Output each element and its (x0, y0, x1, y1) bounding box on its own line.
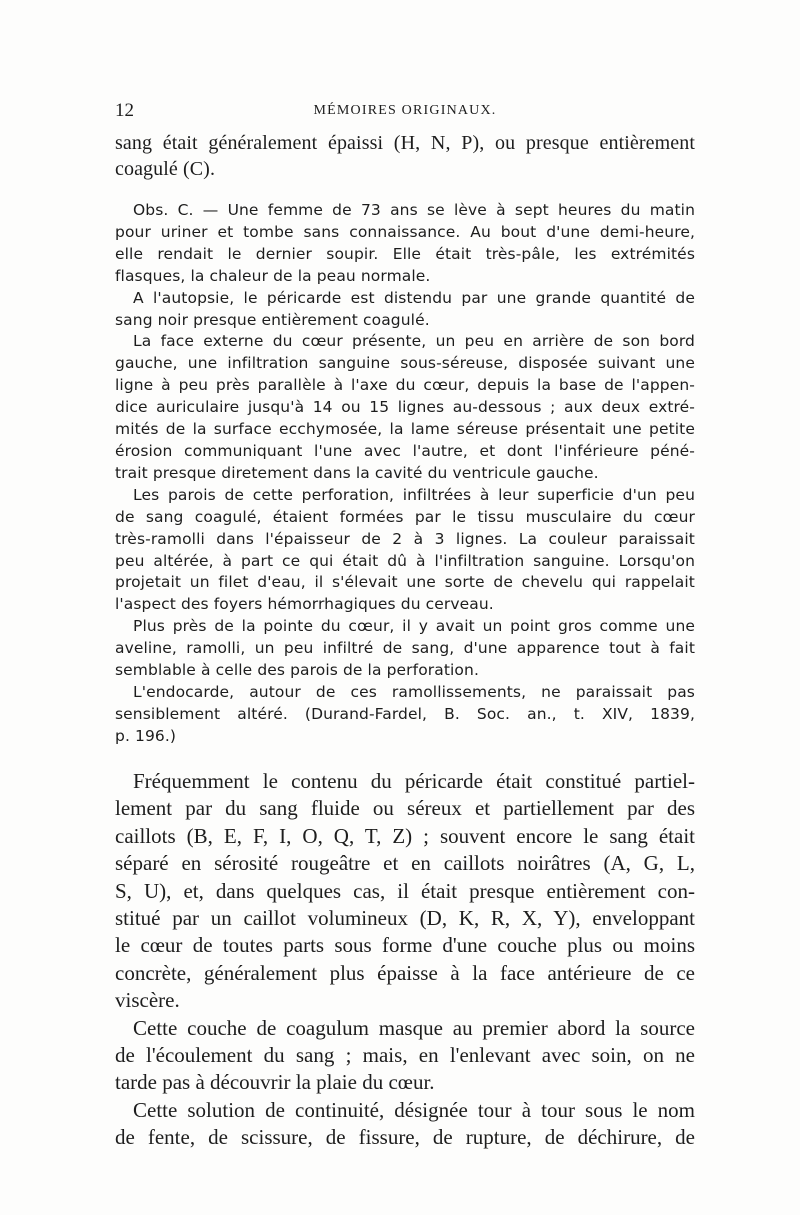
body-line: tarde pas à découvrir la plaie du cœur. (115, 1070, 435, 1095)
page-number: 12 (115, 100, 134, 121)
observation-line: Les parois de cette perforation, infiltrées à leur superficie d'un peu (133, 485, 695, 504)
observation-line: A l'autopsie, le péricarde est distendu par une grande quantité de (133, 288, 695, 307)
observation-line: dice auriculaire jusqu'à 14 ou 15 lignes au-dessous ; aux deux extré- (115, 398, 695, 417)
observation-line: gauche, une infiltration sanguine sous-séreuse, disposée suivant une (115, 354, 695, 373)
body-text (115, 768, 695, 1152)
observation-line: aveline, ramolli, un peu infiltré de sang, d'une apparence tout à fait (115, 639, 695, 658)
observation-line: La face externe du cœur présente, un peu en arrière de son bord (133, 332, 695, 351)
observation-line: très-ramolli dans l'épaisseur de 2 à 3 lignes. La couleur paraissait (115, 529, 695, 548)
body-line: de fente, de scissure, de fissure, de rupture, de déchirure, de (115, 1125, 695, 1150)
observation-line: Obs. C. — Une femme de 73 ans se lève à sept heures du matin (133, 201, 695, 219)
body-line: de l'écoulement du sang ; mais, en l'enlevant avec soin, on ne (115, 1043, 695, 1068)
body-line: stitué par un caillot volumineux (D, K, R, X, Y), enveloppant (115, 906, 695, 931)
observation-line: pour uriner et tombe sans connaissance. Au bout d'une demi-heure, (115, 222, 695, 241)
observation-line: érosion communiquant l'une avec l'autre, et dont l'inférieure péné- (115, 441, 695, 460)
observation-line: sang noir presque entièrement coagulé. (115, 310, 430, 329)
body-line: Cette couche de coagulum masque au premier abord la source (133, 1015, 695, 1040)
body-line: séparé en sérosité rougeâtre et en caillots noirâtres (A, G, L, (115, 851, 695, 876)
observation-line: p. 196.) (115, 726, 177, 745)
observation-line: Plus près de la pointe du cœur, il y avait un point gros comme une (133, 617, 695, 636)
observation-line: peu altérée, à part ce qui était dû à l'infiltration sanguine. Lorsqu'on (115, 551, 695, 570)
observation-line: de sang coagulé, étaient formées par le tissu musculaire du cœur (115, 507, 695, 526)
observation-line: l'aspect des foyers hémorrhagiques du cerveau. (115, 595, 494, 614)
page-header (115, 100, 695, 124)
observation-line: flasques, la chaleur de la peau normale. (115, 266, 431, 285)
observation-line: ligne à peu près parallèle à l'axe du cœur, depuis la base de l'appen- (115, 376, 695, 395)
body-line: viscère. (115, 988, 180, 1013)
body-line: le cœur de toutes parts sous forme d'une couche plus ou moins (115, 933, 695, 958)
top-paragraph (115, 130, 695, 182)
body-line: caillots (B, E, F, I, O, Q, T, Z) ; souvent encore le sang était (115, 823, 695, 848)
observation-line: sensiblement altéré. (Durand-Fardel, B. Soc. an., t. XIV, 1839, (115, 704, 695, 723)
text-line: sang était généralement épaissi (H, N, P), ou presque entièrement (115, 132, 695, 154)
text-line: coagulé (C). (115, 158, 216, 180)
observation-line: elle rendait le dernier soupir. Elle était très-pâle, les extrémités (115, 244, 695, 263)
observation-line: mités de la surface ecchymosée, la lame séreuse présentait une petite (115, 420, 695, 439)
observation-line: projetait un filet d'eau, il s'élevait une sorte de chevelu qui rappelait (115, 573, 695, 592)
body-line: S, U), et, dans quelques cas, il était presque entièrement con- (115, 878, 695, 903)
body-line: concrète, généralement plus épaisse à la face antérieure de ce (115, 960, 695, 985)
body-line: Cette solution de continuité, désignée tour à tour sous le nom (133, 1097, 695, 1122)
body-line: Fréquemment le contenu du péricarde était constitué partiel- (133, 769, 695, 793)
observation-line: L'endocarde, autour de ces ramollissements, ne paraissait pas (133, 682, 695, 701)
observation-line: semblable à celle des parois de la perforation. (115, 661, 479, 680)
running-head: MÉMOIRES ORIGINAUX. (313, 103, 497, 118)
observation-c (115, 200, 695, 748)
body-line: lement par du sang fluide ou séreux et partiellement par des (115, 796, 695, 821)
observation-line: trait presque diretement dans la cavité du ventricule gauche. (115, 463, 599, 482)
